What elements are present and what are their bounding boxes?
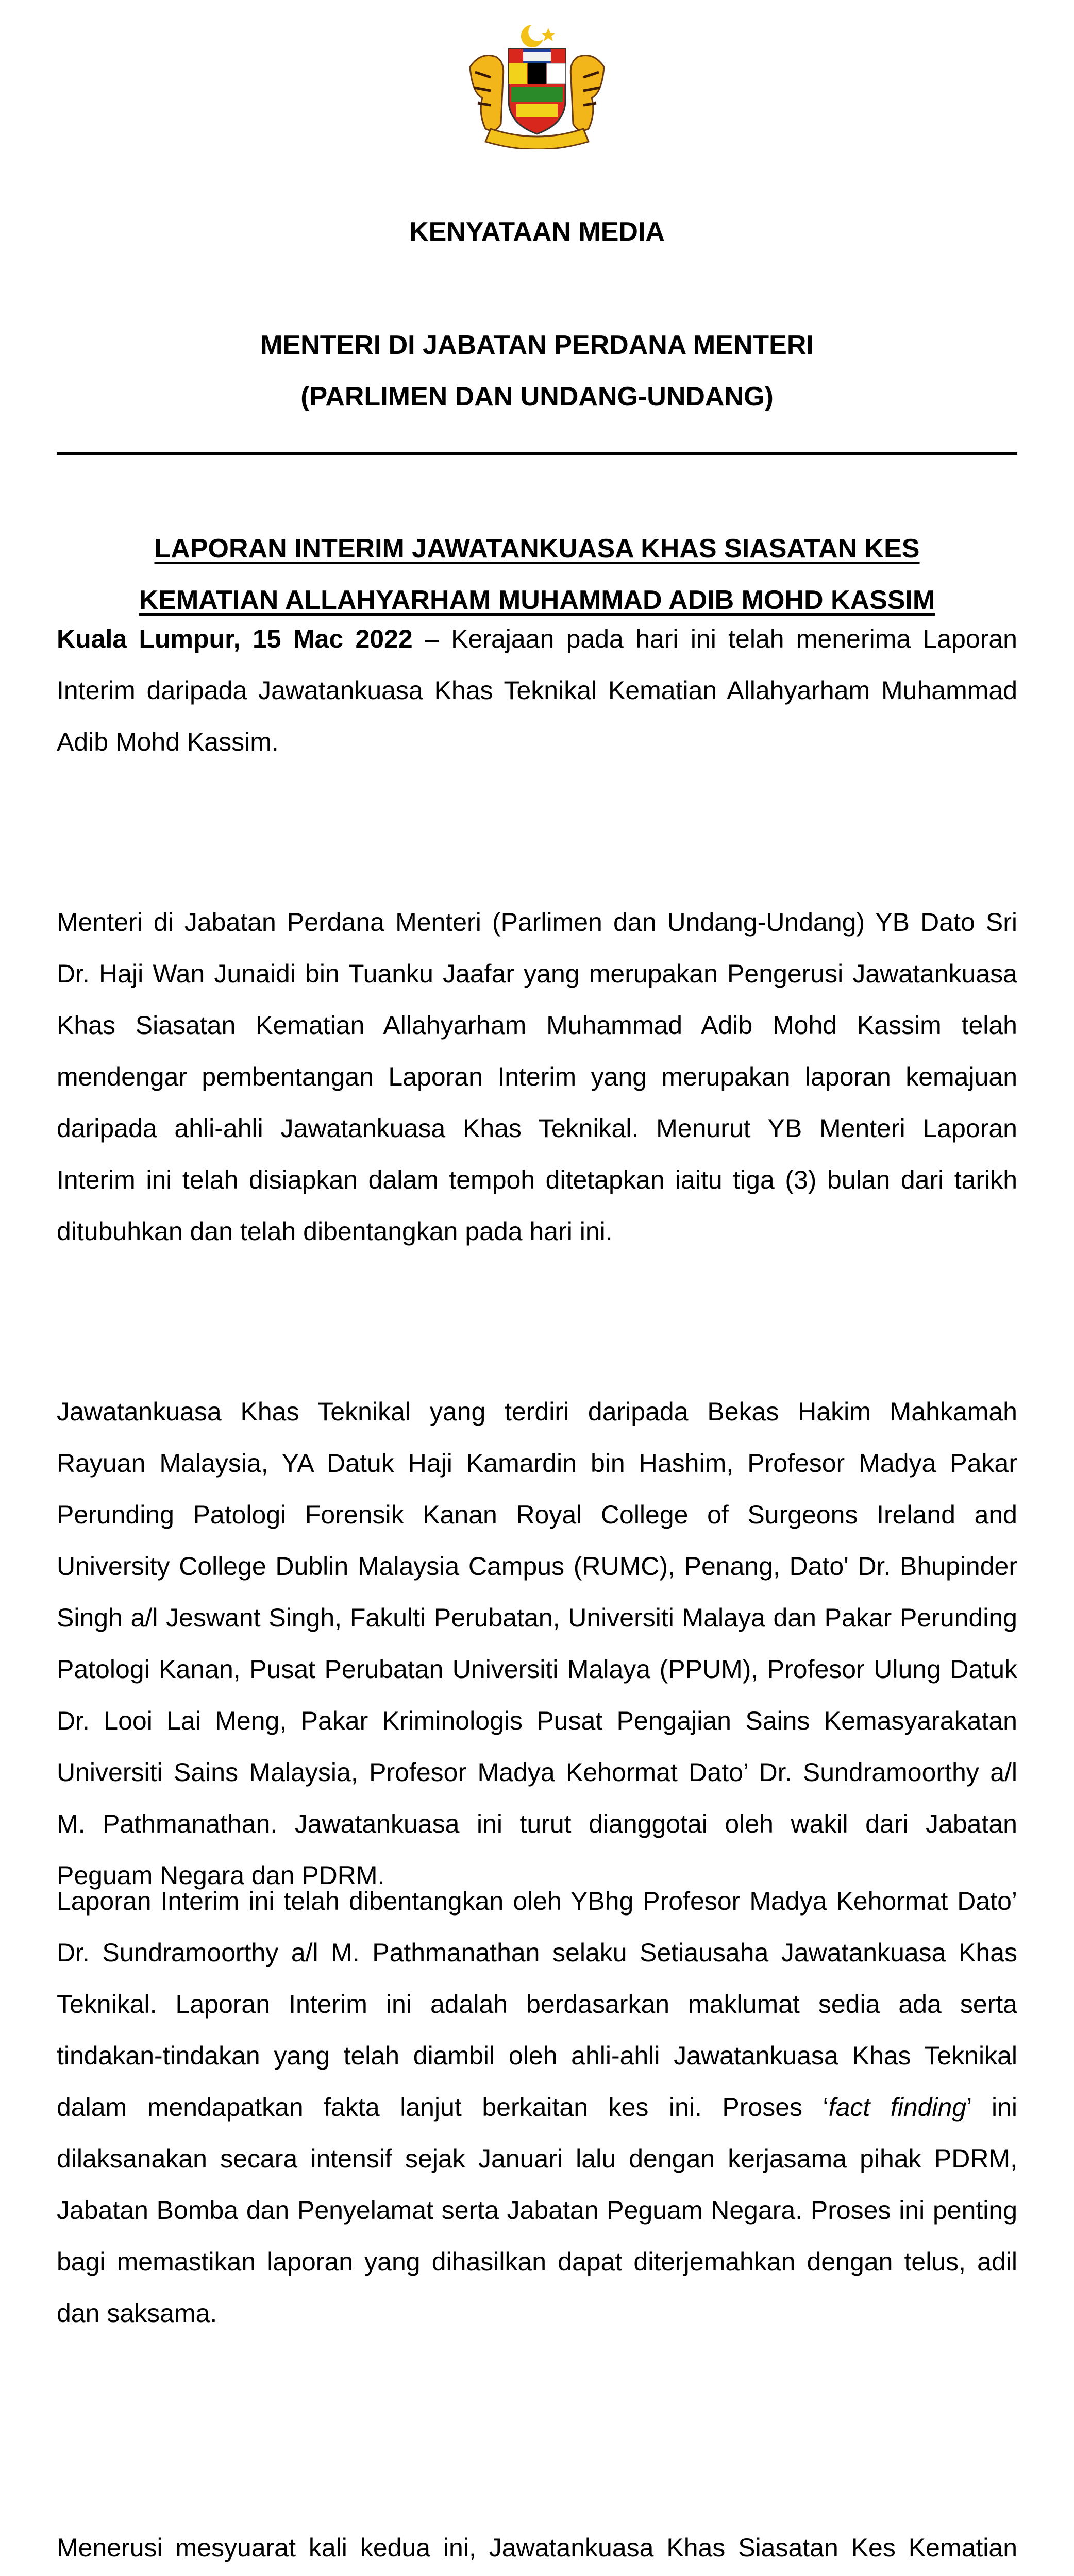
title-line-2: KEMATIAN ALLAHYARHAM MUHAMMAD ADIB MOHD KASSIM bbox=[139, 585, 935, 615]
paragraph-4-text-a: Laporan Interim ini telah dibentangkan oleh YBhg Profesor Madya Kehormat Dato’ Dr. Sundramoorthy a/l M. Pathmanathan selaku Setiausaha Jawatankuasa Khas Teknikal. Laporan Interim ini adalah berdasarkan maklumat sedia ada serta tindakan-tindakan yang telah diambil oleh ahli-ahli Jawatankuasa Khas Teknikal dalam mendapatkan fakta lanjut berkaitan kes ini. Proses ‘ bbox=[57, 1887, 1017, 2122]
paragraph-1-text: – Kerajaan pada hari ini telah menerima Laporan Interim daripada Jawatankuasa Khas Teknikal Kematian Allahyarham Muhammad Adib Mohd Kassim. bbox=[57, 624, 1017, 756]
paragraph-4 bbox=[57, 1875, 1017, 2339]
minister-line-2: (PARLIMEN DAN UNDANG-UNDANG) bbox=[300, 382, 774, 412]
header-divider bbox=[57, 452, 1017, 455]
paragraph-1 bbox=[57, 613, 1017, 768]
paragraph-2: Menteri di Jabatan Perdana Menteri (Parlimen dan Undang-Undang) YB Dato Sri Dr. Haji Wan Junaidi bin Tuanku Jaafar yang merupakan Pengerusi Jawatankuasa Khas Siasatan Kematian Allahyarham Muhammad Adib Mohd Kassim telah mendengar pembentangan Laporan Interim yang merupakan laporan kemajuan daripada ahli-ahli Jawatankuasa Khas Teknikal. Menurut YB Menteri Laporan Interim ini telah disiapkan dalam tempoh ditetapkan iaitu tiga (3) bulan dari tarikh ditubuhkan dan telah dibentangkan pada hari ini. bbox=[57, 908, 1017, 1246]
minister-line-1: MENTERI DI JABATAN PERDANA MENTERI bbox=[260, 330, 814, 360]
minister-heading bbox=[0, 319, 1074, 422]
document-title bbox=[0, 523, 1074, 626]
malaysia-coat-of-arms-icon bbox=[455, 21, 619, 149]
media-statement-label: KENYATAAN MEDIA bbox=[409, 217, 665, 247]
dateline: Kuala Lumpur, 15 Mac 2022 bbox=[57, 624, 413, 653]
paragraph-4-italic: fact finding bbox=[828, 2093, 967, 2122]
paragraph-3: Jawatankuasa Khas Teknikal yang terdiri daripada Bekas Hakim Mahkamah Rayuan Malaysia, YA Datuk Haji Kamardin bin Hashim, Profesor Madya Pakar Perunding Patologi Forensik Kanan Royal College of Surgeons Ireland and University College Dublin Malaysia Campus (RUMC), Penang, Dato' Dr. Bhupinder Singh a/l Jeswant Singh, Fakulti Perubatan, Universiti Malaya dan Pakar Perunding Patologi Kanan, Pusat Perubatan Universiti Malaya (PPUM), Profesor Ulung Datuk Dr. Looi Lai Meng, Pakar Kriminologis Pusat Pengajian Sains Kemasyarakatan Universiti Sains Malaysia, Profesor Madya Kehormat Dato’ Dr. Sundramoorthy a/l M. Pathmanathan. Jawatankuasa ini turut dianggotai oleh wakil dari Jabatan Peguam Negara dan PDRM. bbox=[57, 1397, 1017, 1890]
title-line-1: LAPORAN INTERIM JAWATANKUASA KHAS SIASATAN KES bbox=[154, 534, 920, 564]
paragraph-4-text-b: ’ ini dilaksanakan secara intensif sejak Januari lalu dengan kerjasama pihak PDRM, Jabatan Bomba dan Penyelamat serta Jabatan Peguam Negara. Proses ini penting bagi memastikan laporan yang dihasilkan dapat diterjemahkan dengan telus, adil dan saksama. bbox=[57, 2093, 1017, 2328]
paragraph-5: Menerusi mesyuarat kali kedua ini, Jawatankuasa Khas Siasatan Kes Kematian bbox=[57, 2533, 1017, 2562]
